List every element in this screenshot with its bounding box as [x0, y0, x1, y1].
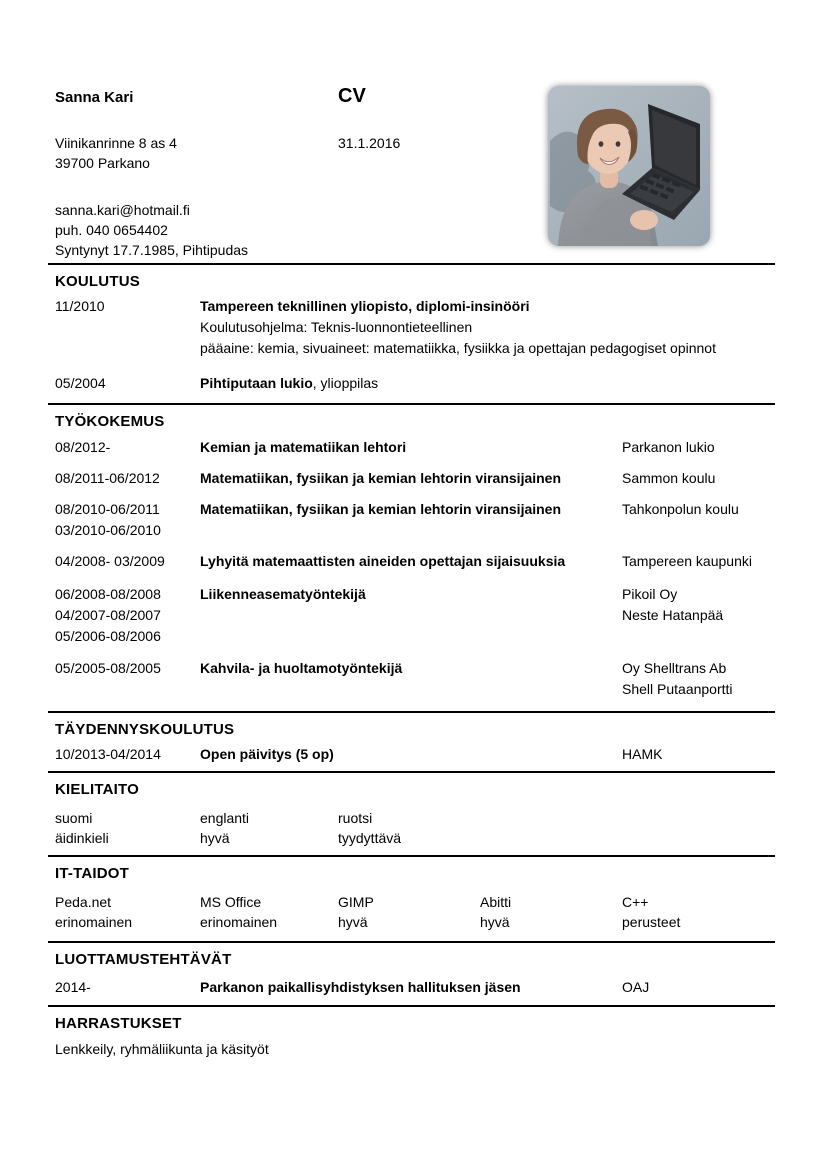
section-further-training — [48, 711, 775, 765]
work-role: Kemian ja matematiikan lehtori — [200, 439, 407, 455]
trust-row — [55, 977, 775, 998]
language-name: ruotsi — [338, 810, 373, 826]
it-skill-item — [622, 892, 775, 932]
education-programme: Koulutusohjelma: Teknis-luonnontieteellinen — [200, 319, 473, 335]
section-title-hobbies: HARRASTUKSET — [55, 1015, 182, 1032]
education-degree-suffix: , ylioppilas — [312, 375, 379, 391]
it-skill-level: erinomainen — [55, 914, 133, 930]
work-employer: Oy Shelltrans Ab Shell Putaanportti — [622, 660, 733, 697]
work-role: Liikenneasematyöntekijä — [200, 586, 366, 602]
work-dates: 06/2008-08/2008 04/2007-08/2007 05/2006-08/2006 — [55, 586, 161, 644]
work-row — [55, 584, 775, 647]
language-item — [55, 808, 200, 848]
section-title-work: TYÖKOKEMUS — [55, 413, 165, 430]
work-employer: Sammon koulu — [622, 470, 716, 486]
language-name: englanti — [200, 810, 250, 826]
language-level: äidinkieli — [55, 830, 109, 846]
language-level: tyydyttävä — [338, 830, 402, 846]
it-skill-name: GIMP — [338, 894, 374, 910]
it-skill-item — [55, 892, 200, 932]
it-skills-grid — [55, 892, 775, 932]
section-positions-of-trust — [48, 941, 775, 998]
work-dates: 08/2012- — [55, 439, 111, 455]
training-dates: 10/2013-04/2014 — [55, 746, 161, 762]
section-title-it-skills: IT-TAIDOT — [55, 865, 130, 882]
it-skill-level: perusteet — [622, 914, 681, 930]
work-role: Matematiikan, fysiikan ja kemian lehtorin viransijainen — [200, 501, 562, 517]
trust-dates: 2014- — [55, 979, 91, 995]
it-skill-level: hyvä — [480, 914, 510, 930]
trust-role: Parkanon paikallisyhdistyksen hallituksen jäsen — [200, 979, 521, 995]
address-line-1: Viinikanrinne 8 as 4 — [55, 135, 177, 151]
education-detail-block — [200, 296, 775, 359]
document-title: CV — [338, 85, 366, 107]
training-provider: HAMK — [622, 746, 663, 762]
section-work-experience — [48, 403, 775, 700]
education-detail-block — [200, 373, 775, 394]
education-row — [55, 373, 775, 394]
phone-text: puh. 040 0654402 — [55, 222, 168, 238]
languages-grid — [55, 808, 775, 848]
it-skill-name: MS Office — [200, 894, 262, 910]
work-employer: Tampereen kaupunki — [622, 553, 752, 569]
section-education — [48, 263, 775, 394]
work-employer: Parkanon lukio — [622, 439, 715, 455]
education-majors: pääaine: kemia, sivuaineet: matematiikka, fysiikka ja opettajan pedagogiset opinnot — [200, 340, 716, 356]
education-date: 05/2004 — [55, 375, 106, 391]
language-level: hyvä — [200, 830, 230, 846]
birth-text: Syntynyt 17.7.1985, Pihtipudas — [55, 242, 249, 258]
trust-organization: OAJ — [622, 979, 650, 995]
section-languages — [48, 771, 775, 848]
section-title-languages: KIELITAITO — [55, 781, 139, 798]
work-dates: 08/2011-06/2012 — [55, 470, 160, 486]
it-skill-name: Peda.net — [55, 894, 112, 910]
language-name: suomi — [55, 810, 93, 826]
work-row — [55, 658, 775, 700]
work-row — [55, 437, 775, 458]
section-title-trust: LUOTTAMUSTEHTÄVÄT — [55, 951, 232, 968]
email-text: sanna.kari@hotmail.fi — [55, 202, 190, 218]
education-degree: Tampereen teknillinen yliopisto, diplomi-insinööri — [200, 298, 530, 314]
work-role: Kahvila- ja huoltamotyöntekijä — [200, 660, 403, 676]
section-it-skills — [48, 855, 775, 932]
it-skill-name: Abitti — [480, 894, 512, 910]
education-date: 11/2010 — [55, 298, 105, 314]
it-skill-item — [200, 892, 338, 932]
hobbies-text: Lenkkeily, ryhmäliikunta ja käsityöt — [55, 1041, 269, 1057]
section-title-training: TÄYDENNYSKOULUTUS — [55, 721, 235, 738]
language-item — [338, 808, 775, 848]
work-dates: 08/2010-06/2011 03/2010-06/2010 — [55, 501, 161, 538]
work-dates: 05/2005-08/2005 — [55, 660, 161, 676]
it-skill-level: erinomainen — [200, 914, 278, 930]
work-row — [55, 551, 775, 572]
work-row — [55, 499, 775, 541]
section-title-education: KOULUTUS — [55, 273, 140, 290]
it-skill-item — [480, 892, 622, 932]
education-row — [55, 296, 775, 359]
it-skill-level: hyvä — [338, 914, 368, 930]
section-hobbies — [48, 1005, 775, 1059]
work-dates: 04/2008- 03/2009 — [55, 553, 165, 569]
document-date: 31.1.2016 — [338, 135, 401, 151]
training-course: Open päivitys (5 op) — [200, 746, 334, 762]
profile-photo — [548, 86, 710, 246]
work-row — [55, 468, 775, 489]
profile-photo-graphic — [548, 86, 710, 246]
training-row — [55, 744, 775, 765]
address-line-2: 39700 Parkano — [55, 155, 150, 171]
it-skill-item — [338, 892, 480, 932]
language-item — [200, 808, 338, 848]
person-name: Sanna Kari — [55, 89, 134, 106]
work-role: Matematiikan, fysiikan ja kemian lehtorin viransijainen — [200, 470, 562, 486]
education-degree: Pihtiputaan lukio — [200, 375, 313, 391]
work-employer: Pikoil Oy Neste Hatanpää — [622, 586, 724, 623]
work-employer: Tahkonpolun koulu — [622, 501, 739, 517]
work-role: Lyhyitä matemaattisten aineiden opettajan sijaisuuksia — [200, 553, 566, 569]
it-skill-name: C++ — [622, 894, 649, 910]
